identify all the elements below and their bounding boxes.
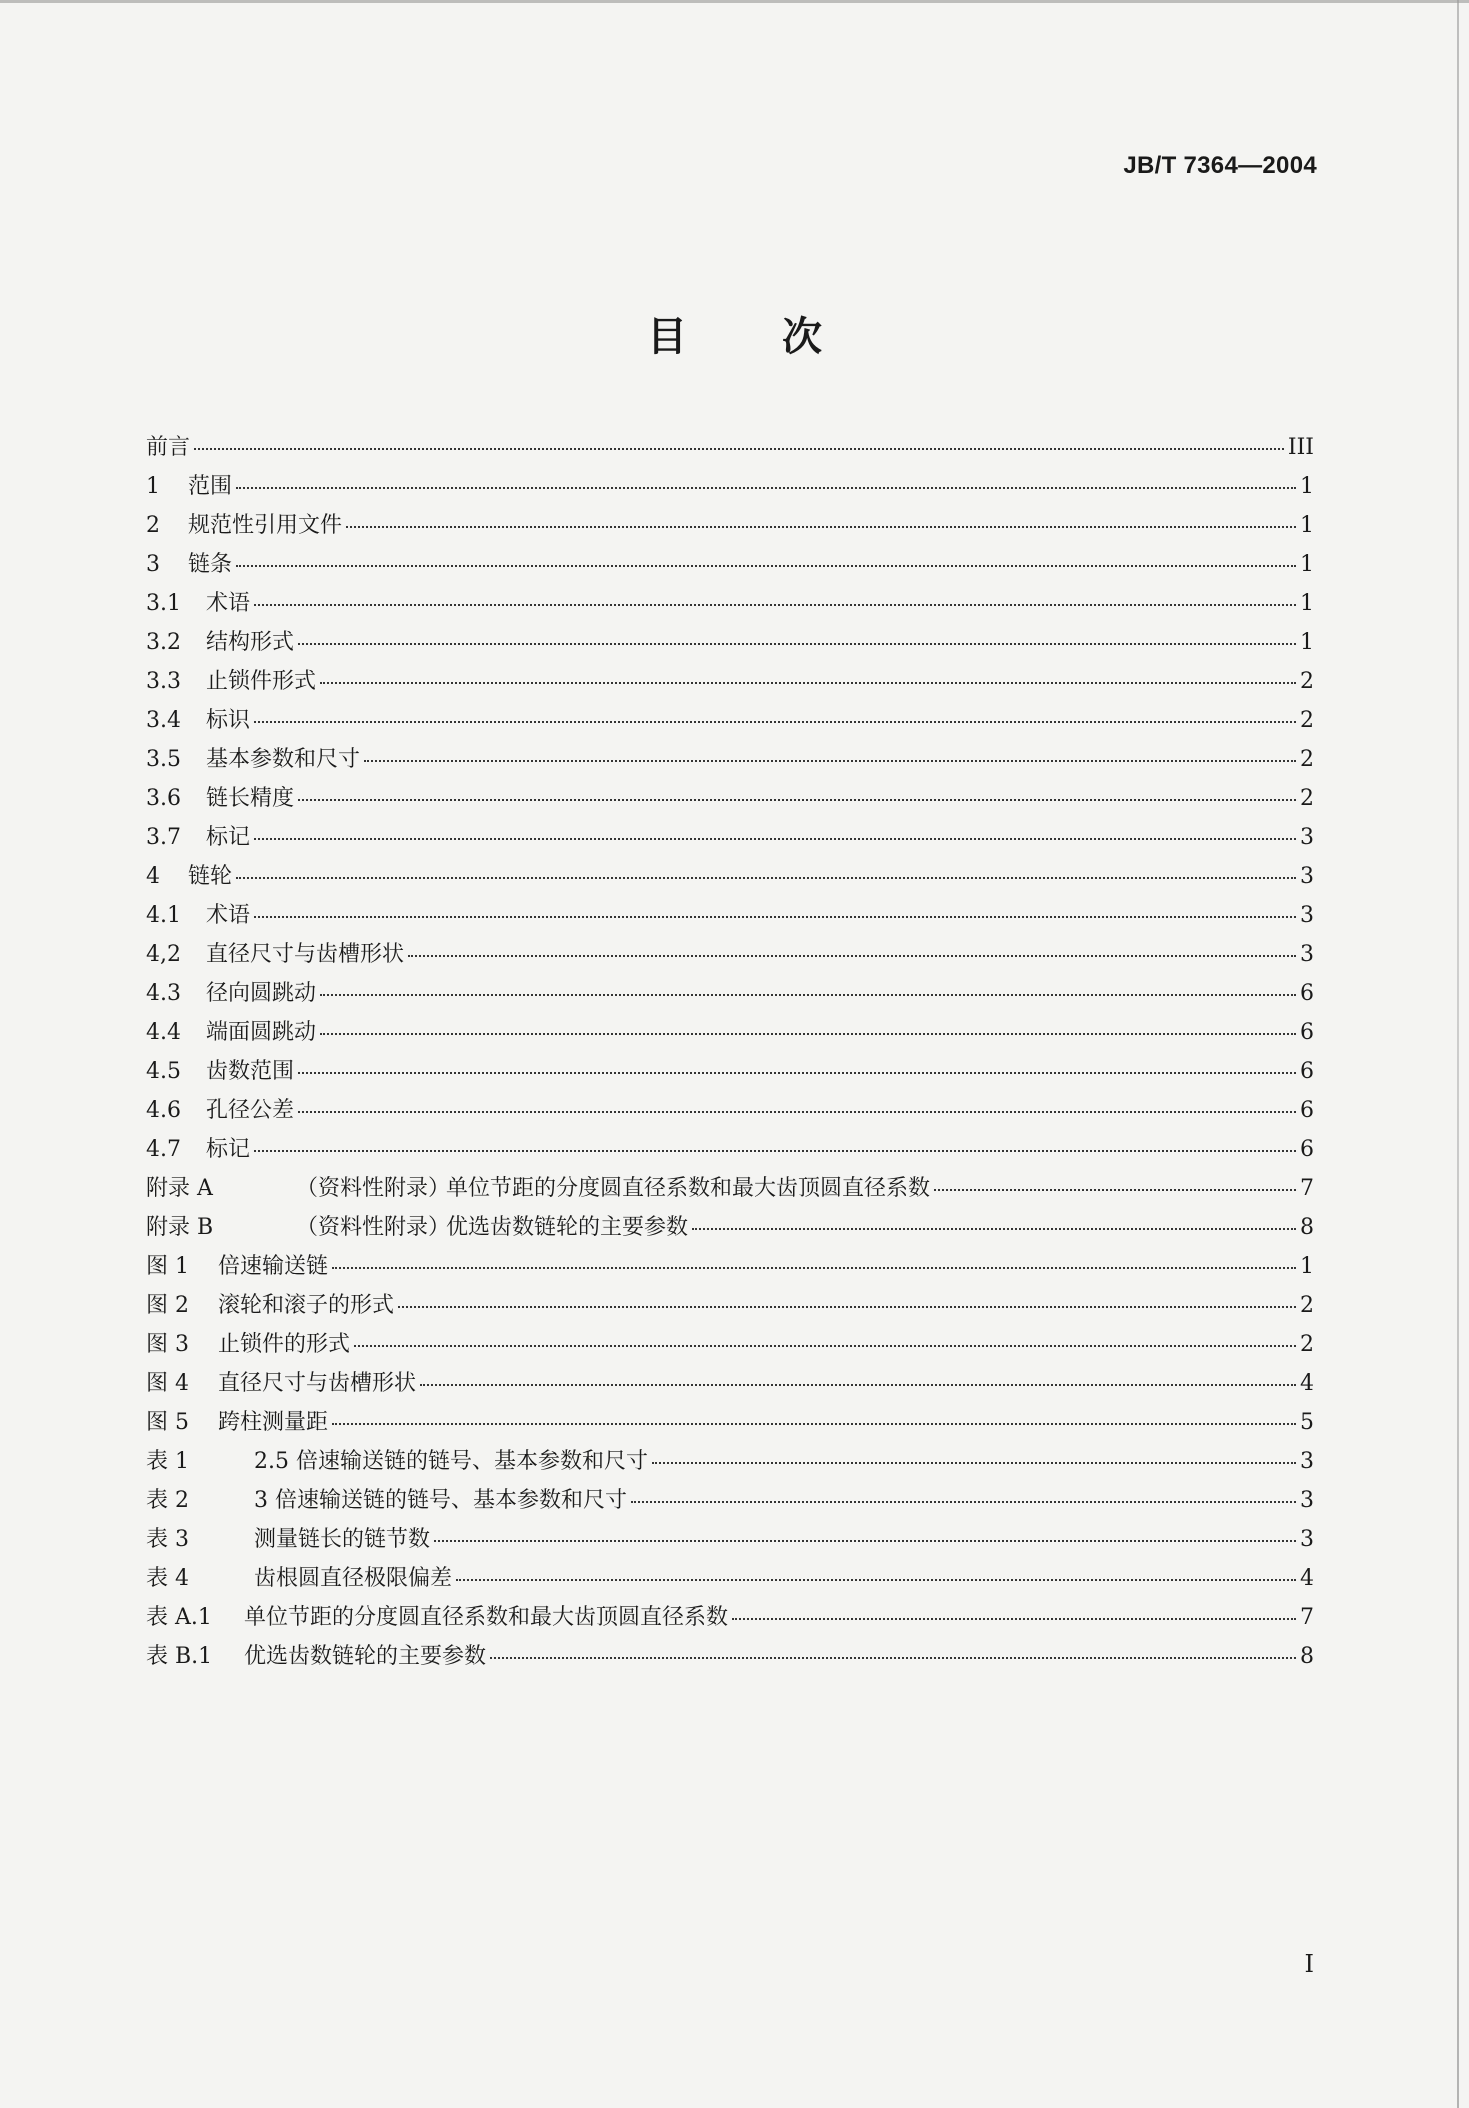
toc-entry-label: 链条 [188, 552, 233, 577]
toc-entry-number: 图 3 [146, 1332, 189, 1357]
toc-leader-dots [692, 1228, 1296, 1230]
toc-entry[interactable] [146, 1249, 1314, 1288]
toc-entry-label: 单位节距的分度圆直径系数和最大齿顶圆直径系数 [446, 1176, 931, 1201]
toc-entry-label: 术语 [206, 903, 251, 928]
toc-entry[interactable] [146, 625, 1314, 664]
toc-entry[interactable] [146, 1366, 1314, 1405]
toc-entry-number: 4.3 [146, 981, 181, 1006]
toc-leader-dots [652, 1462, 1296, 1464]
toc-entry-number: 3.3 [146, 669, 181, 694]
toc-entry-page: 3 [1300, 903, 1314, 928]
toc-leader-dots [254, 604, 1296, 606]
toc-entry-number: 图 5 [146, 1410, 189, 1435]
toc-entry-number: 3.7 [146, 825, 181, 850]
table-of-contents [146, 430, 1314, 1678]
toc-leader-dots [298, 799, 1296, 801]
toc-entry-label: 径向圆跳动 [206, 981, 317, 1006]
toc-entry-page: 1 [1300, 552, 1314, 577]
toc-entry-number: 表 A.1 [146, 1605, 212, 1630]
scan-edge-top [0, 0, 1469, 3]
toc-entry-label: 标记 [206, 1137, 251, 1162]
toc-entry[interactable] [146, 742, 1314, 781]
toc-entry[interactable] [146, 1639, 1314, 1678]
toc-leader-dots [236, 877, 1296, 879]
toc-appendix-type: （资料性附录） [296, 1215, 451, 1240]
toc-leader-dots [354, 1345, 1296, 1347]
toc-entry[interactable] [146, 664, 1314, 703]
toc-entry[interactable] [146, 859, 1314, 898]
toc-entry-number: 4.5 [146, 1059, 181, 1084]
toc-entry[interactable] [146, 781, 1314, 820]
toc-entry-label: 优选齿数链轮的主要参数 [446, 1215, 689, 1240]
toc-entry[interactable] [146, 1327, 1314, 1366]
toc-entry[interactable] [146, 1093, 1314, 1132]
toc-entry-label: 术语 [206, 591, 251, 616]
toc-entry[interactable] [146, 586, 1314, 625]
toc-leader-dots [298, 643, 1296, 645]
toc-entry[interactable] [146, 1210, 1314, 1249]
toc-entry-label: 链轮 [188, 864, 233, 889]
toc-leader-dots [408, 955, 1296, 957]
toc-entry-page: 1 [1300, 474, 1314, 499]
toc-entry-label: 止锁件形式 [206, 669, 317, 694]
toc-entry-page: 2 [1300, 1332, 1314, 1357]
toc-entry-number: 表 4 [146, 1566, 189, 1591]
toc-leader-dots [254, 721, 1296, 723]
toc-entry[interactable] [146, 1405, 1314, 1444]
toc-entry-number: 4 [146, 864, 160, 889]
toc-entry-label: 孔径公差 [206, 1098, 295, 1123]
toc-leader-dots [320, 682, 1296, 684]
toc-entry-number: 图 1 [146, 1254, 189, 1279]
toc-entry-label: 端面圆跳动 [206, 1020, 317, 1045]
toc-entry-label: 测量链长的链节数 [254, 1527, 431, 1552]
toc-leader-dots [298, 1111, 1296, 1113]
toc-entry-label: 齿数范围 [206, 1059, 295, 1084]
toc-entry[interactable] [146, 1522, 1314, 1561]
toc-entry-number: 图 4 [146, 1371, 189, 1396]
toc-leader-dots [254, 838, 1296, 840]
toc-entry-page: 2 [1300, 786, 1314, 811]
toc-entry-page: 6 [1300, 1098, 1314, 1123]
page-title [0, 305, 1469, 362]
toc-leader-dots [364, 760, 1296, 762]
toc-entry-page: 1 [1300, 591, 1314, 616]
toc-entry[interactable] [146, 469, 1314, 508]
toc-entry-number: 4.7 [146, 1137, 181, 1162]
toc-leader-dots [320, 1033, 1296, 1035]
toc-entry[interactable] [146, 1015, 1314, 1054]
toc-entry-page: 2 [1300, 747, 1314, 772]
toc-entry-page: 3 [1300, 1488, 1314, 1513]
toc-entry-number: 3.2 [146, 630, 181, 655]
toc-leader-dots [320, 994, 1296, 996]
title-char-1: 目 [647, 314, 687, 360]
toc-leader-dots [456, 1579, 1296, 1581]
toc-entry-number: 4.1 [146, 903, 181, 928]
toc-entry-page: 4 [1300, 1371, 1314, 1396]
toc-entry-page: 4 [1300, 1566, 1314, 1591]
toc-entry-page: 1 [1300, 513, 1314, 538]
toc-entry-label: 齿根圆直径极限偏差 [254, 1566, 453, 1591]
toc-entry-page: 6 [1300, 1137, 1314, 1162]
toc-entry-page: 7 [1300, 1176, 1314, 1201]
toc-entry-label: 规范性引用文件 [188, 513, 343, 538]
toc-entry-number: 附录 A [146, 1176, 213, 1201]
toc-leader-dots [254, 1150, 1296, 1152]
toc-entry[interactable] [146, 898, 1314, 937]
toc-entry-number: 表 2 [146, 1488, 189, 1513]
toc-entry-label: 直径尺寸与齿槽形状 [218, 1371, 417, 1396]
toc-appendix-type: （资料性附录） [296, 1176, 451, 1201]
title-char-2: 次 [782, 314, 822, 360]
toc-entry-page: 3 [1300, 864, 1314, 889]
toc-entry-number: 3.1 [146, 591, 181, 616]
toc-entry-label: 链长精度 [206, 786, 295, 811]
toc-entry-number: 2 [146, 513, 160, 538]
toc-entry-page: 1 [1300, 630, 1314, 655]
toc-entry-page: 1 [1300, 1254, 1314, 1279]
toc-entry-page: 8 [1300, 1644, 1314, 1669]
toc-entry-label: 前言 [146, 435, 191, 460]
toc-entry[interactable] [146, 547, 1314, 586]
toc-entry[interactable] [146, 1171, 1314, 1210]
toc-entry-number: 3.6 [146, 786, 181, 811]
toc-entry-label: 2.5 倍速输送链的链号、基本参数和尺寸 [254, 1449, 648, 1474]
toc-entry-page: 5 [1300, 1410, 1314, 1435]
toc-entry-label: 止锁件的形式 [218, 1332, 351, 1357]
toc-entry-label: 倍速输送链 [218, 1254, 329, 1279]
toc-entry-number: 1 [146, 474, 160, 499]
toc-entry[interactable] [146, 1054, 1314, 1093]
toc-entry-page: 3 [1300, 1527, 1314, 1552]
toc-entry-number: 图 2 [146, 1293, 189, 1318]
toc-entry-label: 跨柱测量距 [218, 1410, 329, 1435]
toc-entry-page: 6 [1300, 1059, 1314, 1084]
toc-entry[interactable] [146, 1444, 1314, 1483]
toc-entry-label: 3 倍速输送链的链号、基本参数和尺寸 [254, 1488, 627, 1513]
toc-entry[interactable] [146, 1288, 1314, 1327]
toc-leader-dots [194, 448, 1284, 450]
toc-leader-dots [236, 487, 1296, 489]
toc-entry-number: 3 [146, 552, 160, 577]
toc-entry-label: 结构形式 [206, 630, 295, 655]
toc-leader-dots [631, 1501, 1296, 1503]
toc-entry[interactable] [146, 937, 1314, 976]
page-number: I [1304, 1950, 1314, 1978]
toc-entry-page: 2 [1300, 669, 1314, 694]
toc-entry-number: 附录 B [146, 1215, 214, 1240]
toc-entry-page: 3 [1300, 1449, 1314, 1474]
toc-entry-page: III [1287, 435, 1314, 460]
toc-entry-number: 表 3 [146, 1527, 189, 1552]
toc-entry-page: 3 [1300, 825, 1314, 850]
toc-entry-label: 单位节距的分度圆直径系数和最大齿顶圆直径系数 [244, 1605, 729, 1630]
toc-entry-label: 直径尺寸与齿槽形状 [206, 942, 405, 967]
toc-entry-number: 4,2 [146, 942, 181, 967]
toc-entry-number: 4.4 [146, 1020, 181, 1045]
toc-leader-dots [490, 1657, 1296, 1659]
toc-entry-number: 表 1 [146, 1449, 189, 1474]
toc-leader-dots [934, 1189, 1296, 1191]
toc-entry-number: 3.5 [146, 747, 181, 772]
toc-entry[interactable] [146, 430, 1314, 469]
toc-entry-page: 2 [1300, 708, 1314, 733]
toc-leader-dots [254, 916, 1296, 918]
toc-entry[interactable] [146, 508, 1314, 547]
standard-number: JB/T 7364—2004 [1123, 152, 1317, 179]
toc-entry-label: 范围 [188, 474, 233, 499]
toc-entry-label: 标记 [206, 825, 251, 850]
toc-leader-dots [434, 1540, 1296, 1542]
toc-entry-label: 滚轮和滚子的形式 [218, 1293, 395, 1318]
toc-leader-dots [298, 1072, 1296, 1074]
toc-leader-dots [732, 1618, 1296, 1620]
toc-entry-number: 3.4 [146, 708, 181, 733]
toc-entry[interactable] [146, 703, 1314, 742]
toc-entry[interactable] [146, 1561, 1314, 1600]
toc-leader-dots [332, 1423, 1296, 1425]
toc-entry-page: 3 [1300, 942, 1314, 967]
toc-leader-dots [332, 1267, 1296, 1269]
toc-entry-page: 7 [1300, 1605, 1314, 1630]
toc-entry[interactable] [146, 976, 1314, 1015]
toc-entry-label: 标识 [206, 708, 251, 733]
toc-entry-page: 8 [1300, 1215, 1314, 1240]
toc-entry-number: 4.6 [146, 1098, 181, 1123]
toc-entry[interactable] [146, 1483, 1314, 1522]
toc-leader-dots [420, 1384, 1296, 1386]
toc-entry[interactable] [146, 820, 1314, 859]
toc-leader-dots [398, 1306, 1296, 1308]
toc-leader-dots [346, 526, 1296, 528]
toc-entry[interactable] [146, 1600, 1314, 1639]
toc-entry[interactable] [146, 1132, 1314, 1171]
toc-entry-label: 优选齿数链轮的主要参数 [244, 1644, 487, 1669]
toc-entry-label: 基本参数和尺寸 [206, 747, 361, 772]
toc-entry-page: 6 [1300, 1020, 1314, 1045]
toc-entry-page: 2 [1300, 1293, 1314, 1318]
toc-entry-number: 表 B.1 [146, 1644, 213, 1669]
toc-entry-page: 6 [1300, 981, 1314, 1006]
toc-leader-dots [236, 565, 1296, 567]
